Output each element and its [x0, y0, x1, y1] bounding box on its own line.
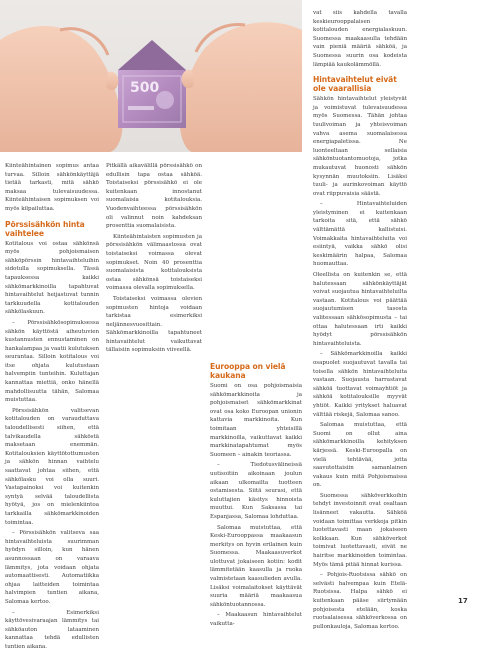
paragraph: Salomaa muistuttaa, että Keski-Eurooppassa maakaasun merkitys on hyvin erilainen kuin Suomessa. Maakaasuverkot ulottuvat jokaiseen kotiin: kodit lämmitetään kaasulla ja ruoka valmistetaan kaasulieden avulla. Lisäksi voimalaitokset käyttävät suuria määriä maakaasua sähköntuotannossa.	[210, 524, 302, 608]
column-4	[313, 9, 407, 633]
paragraph: Kiinteähintaisten sopimusten ja pörssisähkön välimaastossa ovat toistaiseksi voimassa olevat sopimukset. Noin 40 prosenttia suomalaisista kotitalouksista ostaa sähkönsä toistaiseksi voimassa olevalla sopimuksella.	[106, 233, 202, 292]
section-heading: Pörssisähkön hinta vaihtelee	[5, 219, 85, 238]
hero-photo	[0, 0, 302, 152]
paragraph: Suomessa sähköverkkoihin tehdyt investoinnit ovat osaltaan lisänneet vakautta. Sähköä voidaan toimittaa verkkoja pitkin luotettavasti maan jokaiseen kolkkaan. Kun sähköverkot toimivat luotettavasti, eivät ne hairitse markkinoiden toimintaa. Myös tämä pitää hinnat kurissa.	[313, 492, 407, 568]
paragraph: – Tiedotusvälineissä uutisoitiin aikoinaan joulun aikaan ulkomailta tuotteen ostamisesta. Siitä seurasi, että kuluttajien käsitys hinnoista muuttui. Kun Saksassa tai Espanjassa, Salomaa lohduttaa.	[210, 462, 302, 520]
paragraph: – Esimerkiksi käyttövesivaraajan lämmitys tai sähköauton lataaminen kannattaa tehdä edullisten tuntien aikana.	[5, 609, 99, 650]
page-number: 17	[458, 597, 468, 605]
paragraph: Pitkällä aikavälillä pörssisähkö on edullisin tapa ostaa sähköä. Toistaiseksi pörssisähkö ei ole kuitenkaan innostanut suomalaisia kotitalouksia. Vuodenvaihteessa pörssisähkön oli valinnut noin kahdeksan prosenttia suomalaisista.	[106, 163, 202, 230]
column-1	[5, 162, 99, 653]
paragraph: – Pörssisähkön valitseva saa hintavaihteluista suurimman hyödyn silloin, kun hänen asunnossaan on varaava lämmitys, jota voidaan ohjata automaattisesti. Automatiikka ohjaa laitteiden toimintaa halvimpien tuntien aikana, Salomaa kertoo.	[5, 530, 99, 605]
hands-house-banknote-illustration	[0, 0, 302, 152]
paragraph: Salomaa muistuttaa, että Suomi on ollut aina sähkömarkkinoilla kehityksen kärjessä. Keski-Euroopalla on vielä tehtävää, jotta saavutettaisiin samanlainen vakaus kuin mitä Pohjoismaissa on.	[313, 422, 407, 489]
paragraph: – Pörssisähkösopimuksessa sähkön käyttöstä aiheutuvien kustannusten ennustaminen on hankalampaa ja vaatii kulutuksen seurantaa. Silloin kotitalous voi itse ohjata kulutustaan halvempiin tunteihin. Kuluttajan kannattaa miettiä, onko hänellä mahdollisuutta tähän, Salomaa muistuttaa.	[5, 319, 99, 404]
right-hand	[180, 22, 302, 152]
paragraph: Sähkön hintavaihtelut yleistyvät ja voimistuvat tulevaisuudessa myös Suomessa. Tähän johtaa tuulivoiman ja yhteisvoiman vahva asema suomalaisessa energiapaletissa. Ne luonteeltaan sellaisia sähköntuotantomuotoja, jotka mukautuvat huonosti sähkön kysynnän muutoksiin. Lisäksi tuuli- ja aurinkovoiman käyttö ovat riippuvaisia säästä.	[313, 96, 407, 197]
banknote-value: 500	[130, 80, 160, 96]
paragraph: – Sähkömarkkinoilla kaikki osapuolet suojautuvat tavalla tai toisella sähkön hintavaihteluita vastaan. Suojausta harrastavat sähköä tuottavat voimayhtiöt ja sähköä kotitalouksille myyvät yhtiöt. Kaikki yritykset haluavat välttää riskejä, Salomaa sanoo.	[313, 351, 407, 418]
paragraph: Suomi on osa pohjoismaisia sähkömarkkinoita ja pohjoismaiset sähkömarkkinat ovat osa koko Euroopan unionin kattavia markkinoita. Kun toimitaan yhteisillä markkinoilla, vaikuttavat kaikki markkinatapahtumat myös Suomeen – ainakin teoriassa.	[210, 383, 302, 458]
paragraph: vat siis kahdella tavalla keskieurooppalaisen kotitalouden energialaskuun. Suomessa maakaasulla tehdään vain pieniä määriä sähköä, ja Suomessa suurin osa kodeista lämpiää kaukolämmöllä.	[313, 10, 407, 68]
paragraph: Toistaiseksi voimassa olevien sopimusten hintoja voidaan tarkistaa esimerkiksi neljännesvuosittain. Sähkömarkkinoilla tapahtuneet hintavaihtelut vaikuttavat tällaisiin sopimuksiin viiveellä.	[106, 295, 202, 354]
paragraph: – Pohjois-Ruotsissa sähkö on selvästi halvempaa kuin Etelä-Ruotsissa. Halpa sähkö ei kuitenkaan pääse siirtymään pohjoisesta etelään, koska ruotsalaisessa sähköverkossa on pullonkauloja, Salomaa kertoo.	[313, 572, 407, 630]
paragraph: Kotitalous voi ostaa sähkönsä myös pohjoismaisen sähköpörssin hintavaihteluihin sidotulla sopimuksella. Tässä tapauksessa kaikki sähkömarkkinoilla tapahtuvat hintavaihtelut heijastuvat tunnin tarkkuudella kotitalouden sähkölaskuun.	[5, 240, 99, 316]
paragraph: Oleellista on kuitenkin se, että halutessaan sähkönkäyttäjät voivat suojautua hintavaihteluilta vastaan. Kotitalous voi päättää suojautumisen tasosta valitessaan sähkösopimusta – tai ottaa halutessaan irti kaikki hyödyt pörssisähkön hintavaihteluista.	[313, 272, 407, 347]
column-2	[106, 162, 202, 357]
paragraph: – Maakaasun hintavaihtelut vaikutta-	[210, 612, 302, 628]
paragraph: – Hintavaihteluiden yleistyminen ei kuitenkaan tarkoita sitä, että sähkö välttämättä kallistuisi. Voimakkaita hintavaihteluita voi esiintyä, vaikka sähkö olisi keskimäärin halpaa, Salomaa huomauttaa.	[313, 201, 407, 268]
paragraph: Kiinteähintainen sopimus antaa turvaa. Silloin sähkönkäyttäjä tietää tarkasti, mitä sähkö maksaa tulevaisuudessa. Kiinteähintaisen sopimuksen voi myös kilpailuttaa.	[5, 163, 99, 212]
section-heading: Eurooppa on vielä kaukana	[210, 362, 286, 380]
column-3	[210, 160, 302, 631]
paragraph: Pörssisähkön valitsevan kotitalouden on varauduttava taloudellisesti siihen, että talvikaudella sähköstä maksetaan enemmän. Kotitalouksien käyttötottumusten ja sähkön hinnan vaihtelu saattavat johtaa siihen, että sähkölasku voi olla suuri. Vastapainoksi voi kuitenkin syntyä selvää taloudellista hyötyä, jos on mielenkiintoa tarkkailla sähkömarkkinoiden toimintaa.	[5, 407, 99, 526]
banknote-house	[118, 40, 186, 128]
section-heading: Hintavaihtelut eivät ole vaarallisia	[313, 75, 397, 94]
